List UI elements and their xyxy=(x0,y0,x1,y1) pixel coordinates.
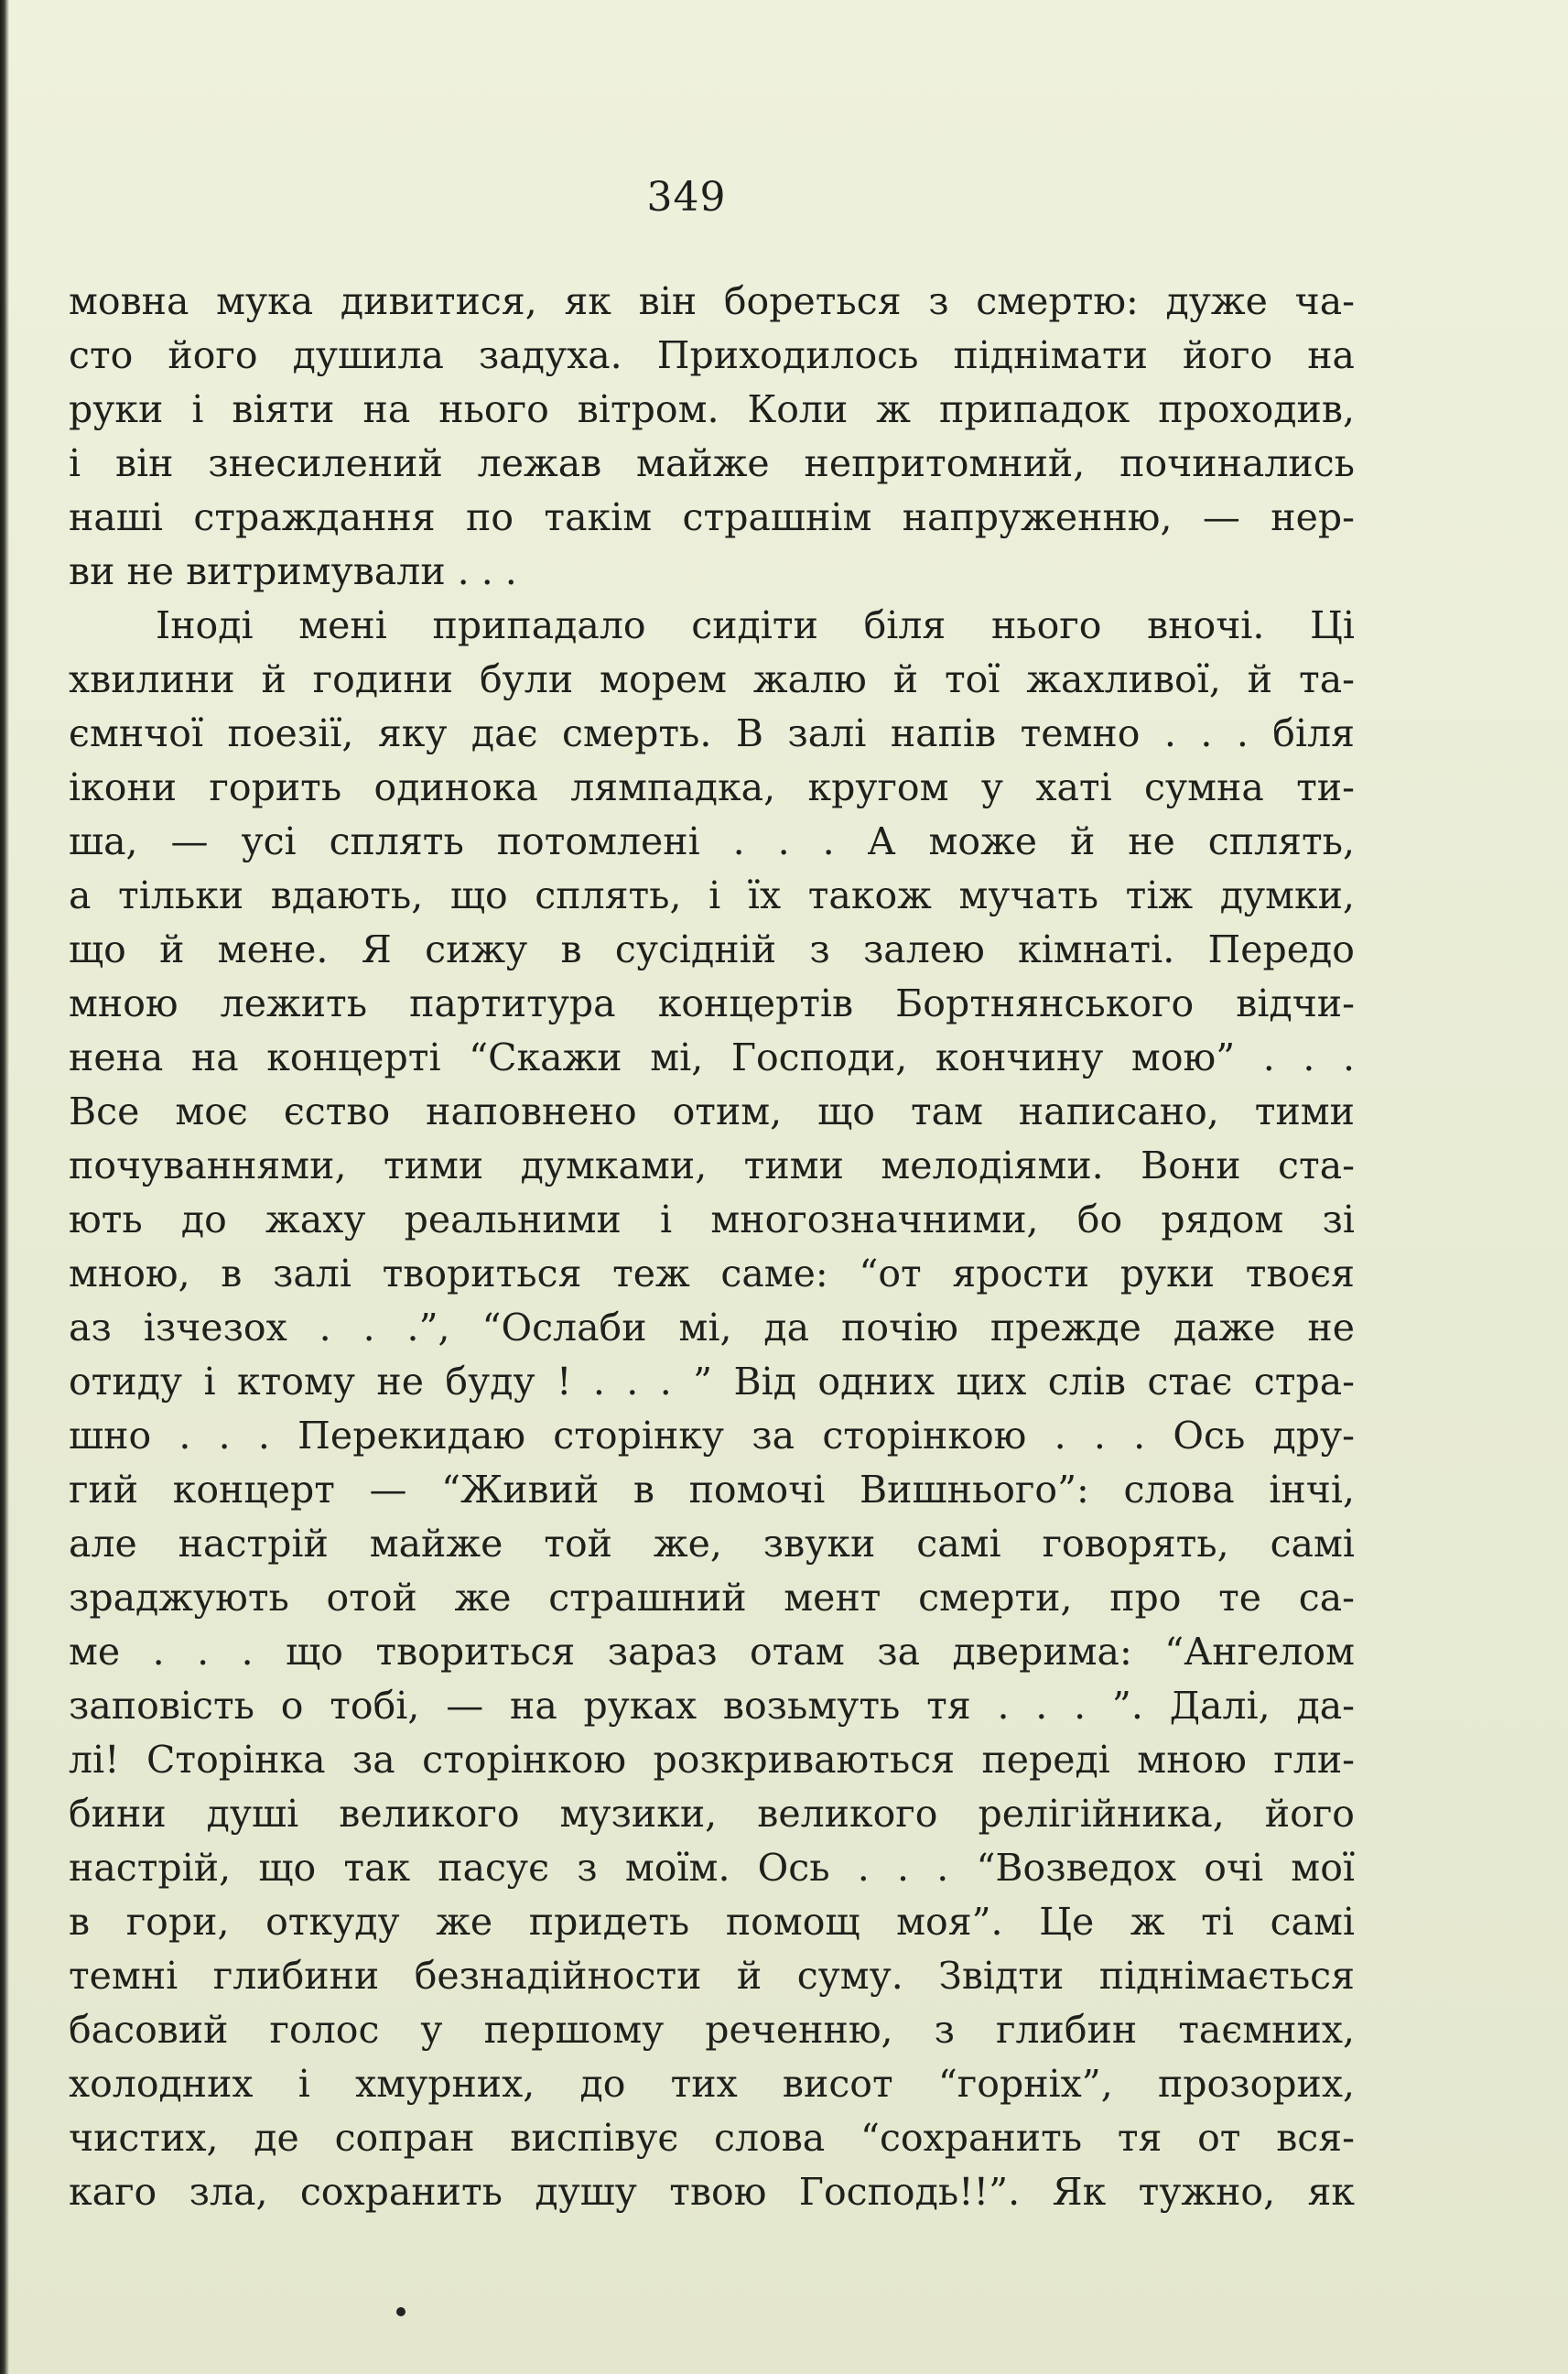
text-line: нена на концерті “Скажи мі, Господи, кончину мою” . . . xyxy=(69,1035,1355,1079)
text-line: а тільки вдають, що сплять, і їх також мучать тіж думки, xyxy=(69,873,1355,917)
body-text xyxy=(69,275,1355,2219)
text-line: в гори, откуду же придеть помощ моя”. Це ж ті самі xyxy=(69,1900,1355,1944)
page-number: 349 xyxy=(646,174,727,221)
text-line: каго зла, сохранить душу твою Господь!!”. Як тужно, як xyxy=(69,2170,1355,2214)
text-line: настрій, що так пасує з моїм. Ось . . . “Возведох очі мої xyxy=(69,1846,1355,1890)
text-line: руки і віяти на нього вітром. Коли ж припадок проходив, xyxy=(69,387,1355,431)
text-line: почуваннями, тими думками, тими мелодіями. Вони ста- xyxy=(69,1144,1355,1187)
text-line: наші страждання по такім страшнім напруженню, — нер- xyxy=(69,495,1355,539)
text-line: мною лежить партитура концертів Бортнянського відчи- xyxy=(69,981,1355,1025)
text-line: мною, в залі твориться теж саме: “от ярости руки твоєя xyxy=(69,1252,1355,1295)
ink-spot xyxy=(396,2307,406,2316)
text-line: хвилини й години були морем жалю й тої жахливої, й та- xyxy=(69,657,1355,701)
text-line: але настрій майже той же, звуки самі говорять, самі xyxy=(69,1522,1355,1566)
text-line: ме . . . що твориться зараз отам за дверима: “Ангелом xyxy=(69,1630,1355,1674)
text-line: шно . . . Перекидаю сторінку за сторінкою . . . Ось дру- xyxy=(69,1414,1355,1458)
text-line: зраджують отой же страшний мент смерти, про те са- xyxy=(69,1576,1355,1620)
text-line: і він знесилений лежав майже непритомний, починались xyxy=(69,441,1355,485)
text-line: чистих, де сопран виспівує слова “сохранить тя от вся- xyxy=(69,2116,1355,2160)
text-line: холодних і хмурних, до тих висот “горніх”, прозорих, xyxy=(69,2062,1355,2106)
text-line: заповість о тобі, — на руках возьмуть тя . . . ”. Далі, да- xyxy=(69,1684,1355,1728)
text-line: басовий голос у першому реченню, з глибин таємних, xyxy=(69,2008,1355,2052)
text-line: що й мене. Я сижу в сусідній з залею кімнаті. Передо xyxy=(69,927,1355,971)
text-line: ікони горить одинока лямпадка, кругом у хаті сумна ти- xyxy=(69,765,1355,809)
paragraph-start-line: Іноді мені припадало сидіти біля нього вночі. Ці xyxy=(156,603,1355,647)
text-line: Все моє єство наповнено отим, що там написано, тими xyxy=(69,1089,1355,1133)
text-line: темні глибини безнадійности й суму. Звідти піднімається xyxy=(69,1954,1355,1998)
text-line: ша, — усі сплять потомлені . . . А може й не сплять, xyxy=(69,819,1355,863)
page-binding-edge xyxy=(0,0,9,2374)
text-line: сто його душила задуха. Приходилось піднімати його на xyxy=(69,333,1355,377)
text-line: лі! Сторінка за сторінкою розкриваються переді мною гли- xyxy=(69,1738,1355,1782)
text-line: мовна мука дивитися, як він бореться з смертю: дуже ча- xyxy=(69,279,1355,323)
text-line: бини душі великого музики, великого релігійника, його xyxy=(69,1792,1355,1836)
text-line: отиду і ктому не буду ! . . . ” Від одних цих слів стає стра- xyxy=(69,1360,1355,1404)
text-line: ви не витримували . . . xyxy=(69,549,517,593)
text-line: аз ізчезох . . .”, “Ослаби мі, да почію прежде даже не xyxy=(69,1306,1355,1350)
text-line: ють до жаху реальними і многозначними, бо рядом зі xyxy=(69,1198,1355,1241)
text-line: гий концерт — “Живий в помочі Вишнього”: слова інчі, xyxy=(69,1468,1355,1512)
text-line: ємнчої поезії, яку дає смерть. В залі напів темно . . . біля xyxy=(69,711,1355,755)
